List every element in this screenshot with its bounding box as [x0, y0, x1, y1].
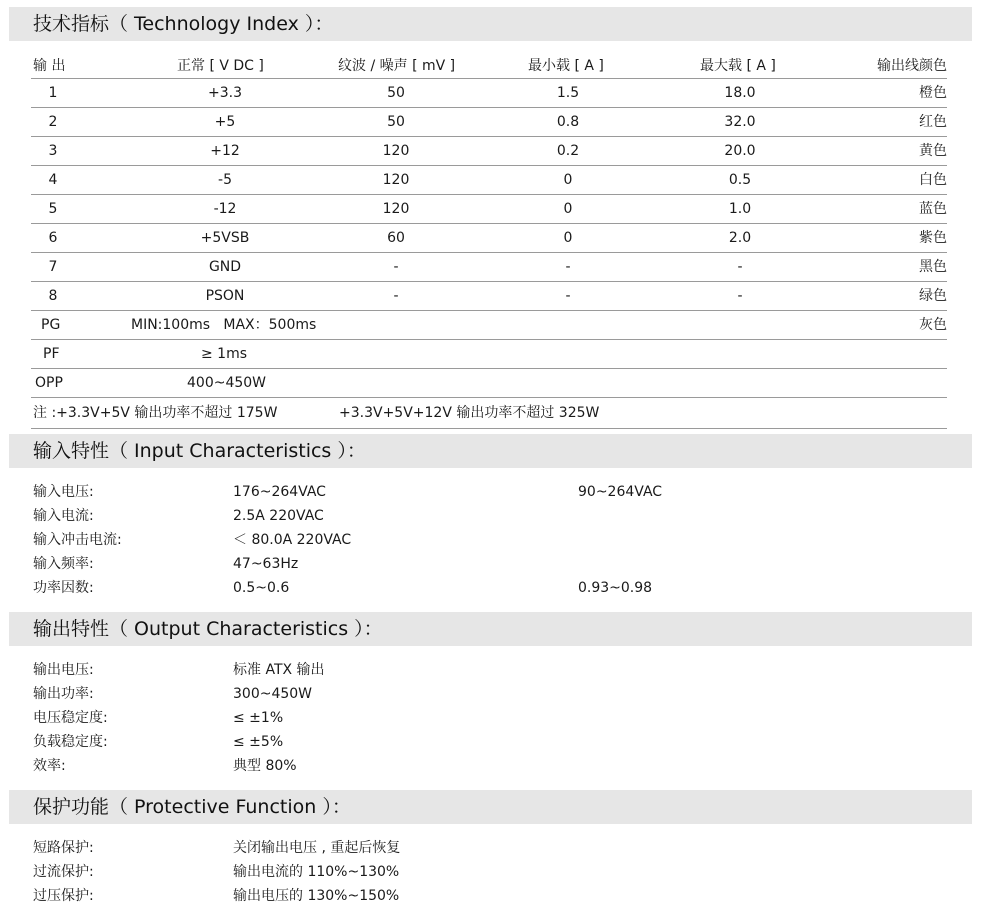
cell-no: 8 — [48, 288, 58, 304]
cell-v: +5VSB — [200, 230, 250, 246]
header-max-load: 最大载 [ A ] — [700, 58, 776, 74]
cell-max: - — [737, 259, 743, 275]
pg-label: PG — [41, 317, 61, 333]
item-value: 典型 80% — [233, 758, 297, 774]
pf-label: PF — [43, 346, 60, 362]
item-value: 2.5A 220VAC — [233, 508, 324, 524]
item-value: 0.93~0.98 — [578, 580, 653, 596]
cell-ripple: 120 — [382, 143, 410, 159]
cell-color: 黑色 — [919, 259, 947, 275]
item-label: 输出电压: — [33, 662, 94, 678]
cell-v: GND — [208, 259, 242, 275]
item-value: ≤ ±5% — [233, 734, 284, 750]
table-row — [31, 79, 947, 108]
item-label: 过流保护: — [33, 864, 94, 880]
section-title-output-characteristics: 输出特性（ Output Characteristics ）： — [9, 612, 972, 646]
item-value: ＜ 80.0A 220VAC — [233, 532, 352, 548]
item-value: 输出电流的 110%~130% — [233, 864, 400, 880]
cell-max: 0.5 — [728, 172, 752, 188]
header-ripple-noise: 纹波 / 噪声 [ mV ] — [338, 58, 456, 74]
cell-min: 0 — [563, 172, 573, 188]
cell-ripple: 50 — [387, 114, 405, 130]
section-title-technology-index: 技术指标（ Technology Index ）： — [9, 7, 972, 41]
cell-max: 20.0 — [724, 143, 756, 159]
cell-color: 橙色 — [919, 85, 947, 101]
cell-min: 0 — [563, 201, 573, 217]
cell-v: -5 — [218, 172, 232, 188]
pg-row — [31, 311, 947, 340]
cell-v: +12 — [210, 143, 240, 159]
cell-min: 0.2 — [556, 143, 580, 159]
table-row — [31, 282, 947, 311]
cell-min: 0.8 — [556, 114, 580, 130]
cell-min: 0 — [563, 230, 573, 246]
item-label: 输入冲击电流: — [33, 532, 122, 548]
item-value: ≤ ±1% — [233, 710, 284, 726]
item-label: 短路保护: — [33, 840, 94, 856]
pg-value: MIN:100ms MAX：500ms — [131, 317, 317, 333]
cell-max: 18.0 — [724, 85, 756, 101]
cell-max: 1.0 — [728, 201, 752, 217]
cell-ripple: - — [393, 288, 399, 304]
header-wire-color: 输出线颜色 — [877, 58, 947, 74]
cell-ripple: 60 — [387, 230, 405, 246]
technology-index-table — [31, 54, 947, 429]
cell-no: 7 — [48, 259, 58, 275]
section-title-protective-function: 保护功能（ Protective Function ）： — [9, 790, 972, 824]
item-label: 过压保护: — [33, 888, 94, 904]
cell-color: 黄色 — [919, 143, 947, 159]
note-text-b: +3.3V+5V+12V 输出功率不超过 325W — [339, 405, 600, 421]
cell-max: - — [737, 288, 743, 304]
header-output: 输 出 — [33, 58, 66, 74]
cell-v: -12 — [213, 201, 237, 217]
cell-color: 蓝色 — [919, 201, 947, 217]
header-normal-vdc: 正常 [ V DC ] — [177, 58, 264, 74]
item-label: 电压稳定度: — [33, 710, 108, 726]
item-value: 输出电压的 130%~150% — [233, 888, 400, 904]
table-row — [31, 253, 947, 282]
pf-value: ≥ 1ms — [201, 346, 248, 362]
note-text-a: 注 :+3.3V+5V 输出功率不超过 175W — [33, 405, 278, 421]
cell-color: 紫色 — [919, 230, 947, 246]
item-value: 关闭输出电压 , 重起后恢复 — [233, 840, 401, 856]
item-label: 输出功率: — [33, 686, 94, 702]
item-value: 176~264VAC — [233, 484, 326, 500]
cell-v: +5 — [214, 114, 236, 130]
pf-row — [31, 340, 947, 369]
cell-v: PSON — [205, 288, 245, 304]
item-value: 标准 ATX 输出 — [233, 662, 325, 678]
item-value: 90~264VAC — [578, 484, 663, 500]
cell-color: 白色 — [919, 172, 947, 188]
item-value: 300~450W — [233, 686, 313, 702]
cell-no: 5 — [48, 201, 58, 217]
cell-ripple: 50 — [387, 85, 405, 101]
table-header-row — [31, 54, 947, 79]
item-label: 效率: — [33, 758, 66, 774]
item-value: 47~63Hz — [233, 556, 299, 572]
cell-v: +3.3 — [208, 85, 242, 101]
item-label: 负载稳定度: — [33, 734, 108, 750]
pg-color: 灰色 — [919, 317, 947, 333]
cell-no: 3 — [48, 143, 58, 159]
cell-ripple: 120 — [382, 201, 410, 217]
item-label: 输入电压: — [33, 484, 94, 500]
note-row — [31, 398, 947, 429]
cell-min: - — [565, 288, 571, 304]
table-row — [31, 137, 947, 166]
header-min-load: 最小载 [ A ] — [528, 58, 604, 74]
cell-no: 1 — [48, 85, 58, 101]
item-value: 0.5~0.6 — [233, 580, 290, 596]
opp-label: OPP — [35, 375, 63, 391]
table-row — [31, 108, 947, 137]
item-label: 输入频率: — [33, 556, 94, 572]
cell-no: 4 — [48, 172, 58, 188]
cell-ripple: 120 — [382, 172, 410, 188]
cell-ripple: - — [393, 259, 399, 275]
item-label: 输入电流: — [33, 508, 94, 524]
cell-no: 6 — [48, 230, 58, 246]
cell-max: 32.0 — [724, 114, 756, 130]
cell-color: 绿色 — [919, 288, 947, 304]
cell-no: 2 — [48, 114, 58, 130]
cell-min: - — [565, 259, 571, 275]
opp-value: 400~450W — [187, 375, 267, 391]
table-row — [31, 195, 947, 224]
item-label: 功率因数: — [33, 580, 94, 596]
cell-color: 红色 — [919, 114, 947, 130]
cell-min: 1.5 — [556, 85, 580, 101]
opp-row — [31, 369, 947, 398]
table-row — [31, 166, 947, 195]
table-row — [31, 224, 947, 253]
cell-max: 2.0 — [728, 230, 752, 246]
section-title-input-characteristics: 输入特性（ Input Characteristics ）： — [9, 434, 972, 468]
